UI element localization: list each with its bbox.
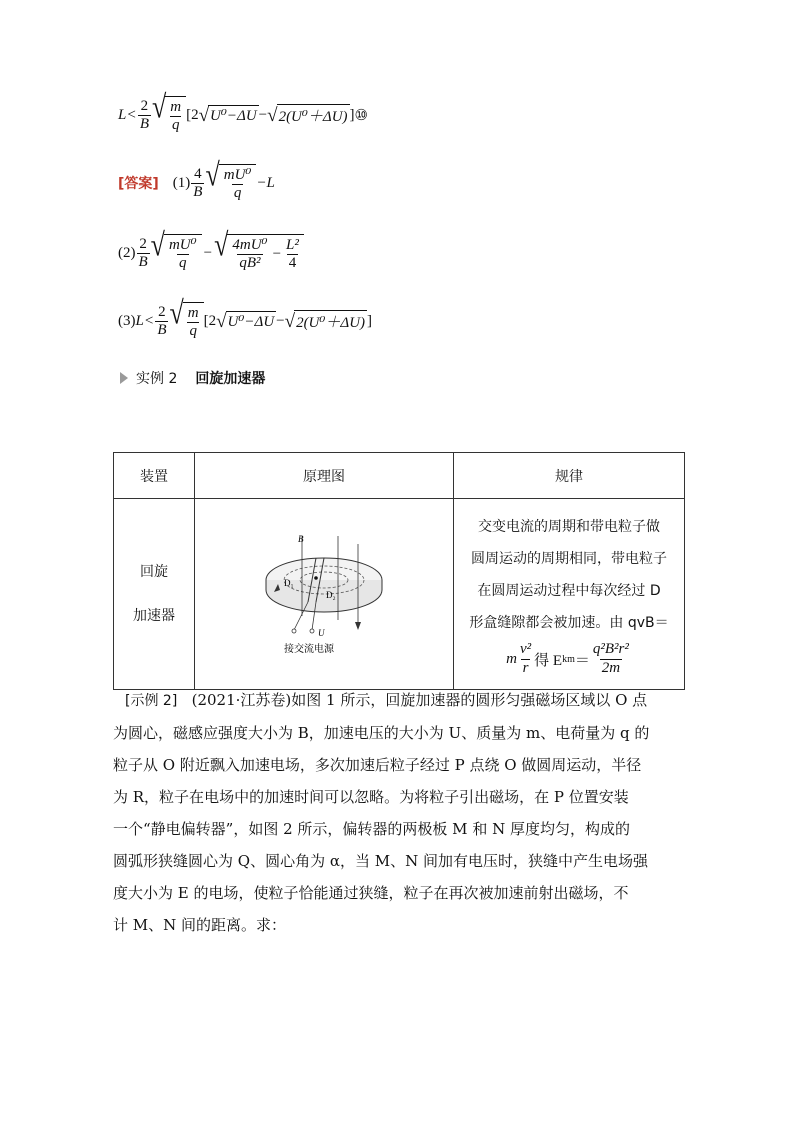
example-section-label: 实例 2 [136, 371, 178, 387]
answer-part1: [答案] (1) $\frac{4}{B}$ √ $\frac{\text{mU⁰}}{q}$ −L [118, 156, 275, 202]
diagram-label-d2: D₂ [326, 590, 336, 600]
rule-line: 在圆周运动过程中每次经过 D [477, 583, 661, 600]
example-section-title: 回旋加速器 [195, 371, 266, 387]
rule-line: 形盒缝隙都会被加速。由 qvB＝ [469, 615, 669, 632]
example2-line: 一个“静电偏转器”，如图 2 所示，偏转器的两极板 M 和 N 厚度均匀，构成的 [113, 820, 630, 838]
formula-top-lt: < [127, 106, 136, 123]
formula-top-root: √ $\frac{m}{q}$ [152, 96, 186, 135]
example2-line: 为圆心，磁感应强度大小为 B，加速电压的大小为 U、质量为 m、电荷量为 q 的 [113, 724, 650, 742]
example2-paragraph [113, 684, 683, 941]
device-line2: 加速器 [133, 608, 175, 624]
answer-label: [答案] [118, 176, 159, 193]
table-header-row [114, 453, 685, 499]
example2-line: 为 R，粒子在电场中的加速时间可以忽略。为将粒子引出磁场，在 P 位置安装 [113, 788, 629, 806]
cyclotron-diagram [254, 530, 394, 658]
table-row [114, 499, 685, 690]
table-header-device: 装置 [114, 453, 195, 499]
diagram-cell [195, 499, 454, 690]
device-cell [114, 499, 195, 690]
triangle-bullet-icon [120, 372, 128, 384]
diagram-caption: 接交流电源 [284, 644, 334, 655]
diagram-label-d1: D₁ [284, 578, 294, 588]
rule-line: 圆周运动的周期相同，带电粒子 [471, 551, 667, 568]
diagram-label-u: U [318, 628, 325, 638]
rule-line: 交变电流的周期和带电粒子做 [478, 519, 660, 536]
example2-line: 圆弧形狭缝圆心为 Q、圆心角为 α，当 M、N 间加有电压时，狭缝中产生电场强 [113, 852, 648, 870]
example2-label: [示例 2] [125, 693, 178, 709]
equation-marker: ⑩ [354, 107, 368, 124]
example2-source: (2021·江苏卷) [191, 691, 292, 709]
cyclotron-table [113, 452, 685, 690]
diagram-label-b: B [298, 534, 304, 544]
example2-line: 度大小为 E 的电场，使粒子恰能通过狭缝，粒子在再次被加速前射出磁场，不 [113, 884, 629, 902]
formula-top-frac: $\frac{2}{B}$ [139, 97, 149, 132]
example2-line: [示例 2] (2021·江苏卷)如图 1 所示，回旋加速器的圆形匀强磁场区域以 O 点 [125, 691, 648, 709]
table-header-diagram: 原理图 [195, 453, 454, 499]
example-section-heading [120, 368, 265, 388]
formula-top: L < $\frac{2}{B}$ √ $\frac{m}{q}$ [2 √ U⁰−ΔU − √ 2(U⁰＋ΔU) ] ⑩ [118, 88, 368, 134]
answer-part3: (3) L < $\frac{2}{B}$ √ $\frac{m}{q}$ [2 √ U⁰−ΔU − √ 2(U⁰＋ΔU) ] [118, 294, 373, 340]
formula-top-lhs: L [118, 106, 127, 123]
rule-cell [454, 499, 685, 690]
answer-part2: (2) $\frac{2}{B}$ √ $\frac{\text{mU⁰}}{q}$ − √ $\frac{\text{4mU⁰}}{\text{qB²}}$ − $\frac{\text{L²}}{4}$ [118, 234, 304, 273]
example2-line: 计 M、N 间的距离。求： [113, 916, 287, 934]
table-header-rule: 规律 [454, 453, 685, 499]
example2-line: 粒子从 O 附近飘入加速电场，多次加速后粒子经过 P 点绕 O 做圆周运动，半径 [113, 756, 642, 774]
device-line1: 回旋 [140, 564, 168, 580]
rule-formula: m $\frac{\text{v²}}{r}$ 得 E km ＝ $\frac{\text{q²B²r²}}{2m}$ [506, 641, 629, 676]
